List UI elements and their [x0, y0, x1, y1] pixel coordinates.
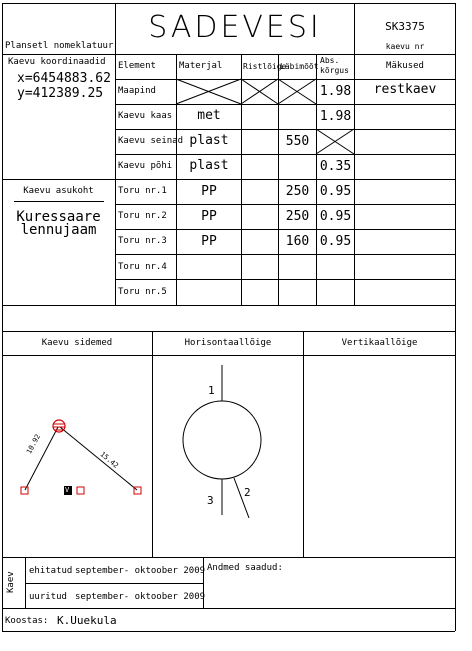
tie-marker-label: V [65, 486, 70, 494]
empty-cell-cross-marks [176, 79, 354, 154]
author-name: K.Uuekula [57, 614, 117, 627]
row-element: Toru nr.1 [118, 186, 167, 196]
well-id: SK3375 [385, 20, 425, 33]
pipe-label-2: 2 [244, 486, 251, 499]
built-label: ehitatud [29, 566, 73, 576]
row-element: Kaevu seinad [118, 136, 184, 146]
row-element: Toru nr.5 [118, 287, 167, 297]
pipe-label-3: 3 [207, 494, 214, 507]
row-abs: 1.98 [319, 109, 352, 124]
header-element: Element [118, 61, 156, 71]
built-date: september- oktoober 2009 [75, 566, 206, 576]
coord-x: x=6454883.62 [17, 71, 111, 86]
header-abs-1: Abs. [320, 56, 340, 65]
kaev-label: Kaev [6, 571, 16, 593]
row-element: Kaevu kaas [118, 111, 173, 121]
row-material: met [197, 108, 221, 123]
row-material: plast [189, 133, 229, 148]
header-labimoot: Läbimõõt [280, 62, 319, 71]
row-element: Toru nr.2 [118, 211, 167, 221]
location-label: Kaevu asukoht [23, 186, 94, 196]
header-material: Materjal [179, 61, 223, 71]
header-rist: Ristlõige [243, 62, 287, 71]
section-horizontal-title: Horisontaallõige [184, 338, 272, 348]
row-abs: 0.95 [319, 209, 352, 224]
surveyed-date: september- oktoober 2009 [75, 592, 206, 602]
location-line-1: Kuressaare [16, 209, 101, 225]
location-line-2: lennujaam [20, 222, 97, 238]
row-abs: 1.98 [319, 84, 352, 99]
row-note: restkaev [373, 82, 437, 97]
well-symbol-icon [53, 420, 65, 432]
document-title: SADEVESI [148, 10, 322, 45]
row-material: PP [201, 234, 217, 249]
tie-point-mid-icon [77, 487, 84, 494]
tie-point-left-icon [21, 487, 28, 494]
row-material: plast [189, 158, 229, 173]
row-element: Toru nr.4 [118, 262, 167, 272]
coord-y: y=412389.25 [17, 86, 104, 101]
author-label: Koostas: [5, 616, 49, 626]
row-element: Kaevu põhi [118, 161, 173, 171]
row-labimoot: 550 [285, 134, 310, 149]
row-abs: 0.95 [319, 234, 352, 249]
data-source-label: Andmed saadud: [207, 563, 283, 573]
row-element: Toru nr.3 [118, 236, 167, 246]
header-abs-2: kõrgus [320, 66, 349, 75]
row-labimoot: 250 [285, 209, 310, 224]
pipe-label-1: 1 [208, 384, 215, 397]
tie-dimension-2: 15.42 [98, 450, 120, 470]
row-element: Maapind [118, 86, 156, 96]
section-vertical-title: Vertikaallõige [341, 338, 418, 348]
coords-label: Kaevu koordinaadid [8, 57, 106, 67]
row-abs: 0.35 [319, 159, 352, 174]
well-id-label: kaevu nr [385, 42, 425, 51]
row-labimoot: 160 [285, 234, 310, 249]
row-abs: 0.95 [319, 184, 352, 199]
tie-dimension-1: 10.92 [25, 432, 43, 456]
row-labimoot: 250 [285, 184, 310, 199]
row-material: PP [201, 209, 217, 224]
plan-label: Plansetl nomeklatuur [5, 41, 114, 51]
surveyed-label: uuritud [29, 592, 67, 602]
header-makused: Mäkused [386, 61, 424, 71]
row-material: PP [201, 184, 217, 199]
section-ties-title: Kaevu sidemed [41, 338, 113, 348]
